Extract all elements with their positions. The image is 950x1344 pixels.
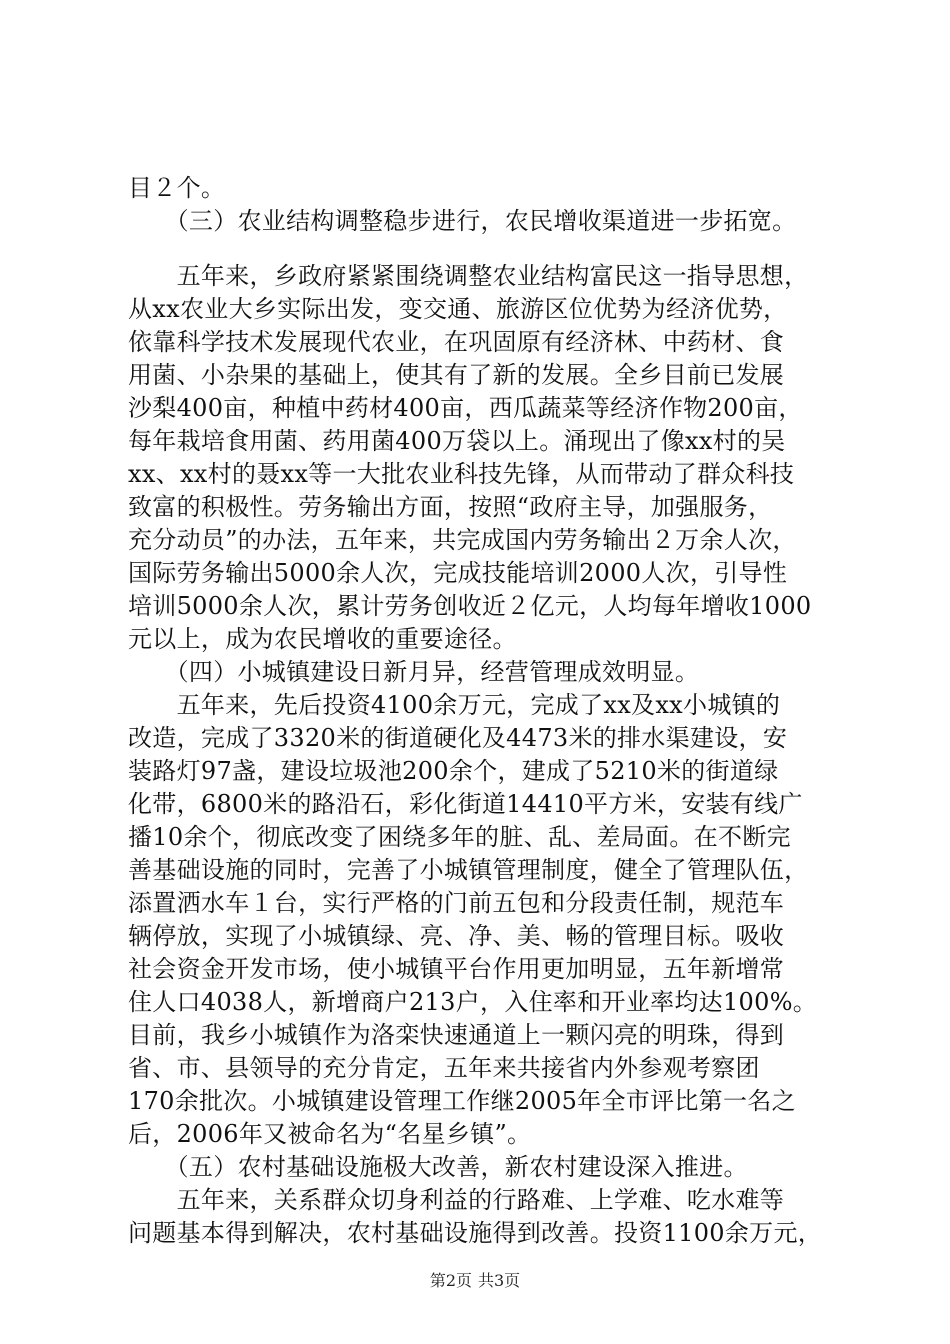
text-line: 装路灯97盏，建设垃圾池200余个，建成了5210米的街道绿 — [128, 757, 779, 785]
text-line: 目前，我乡小城镇作为洛栾快速通道上一颗闪亮的明珠，得到 — [128, 1021, 785, 1049]
text-line: 社会资金开发市场，使小城镇平台作用更加明显，五年新增常 — [128, 955, 785, 983]
document-body — [128, 172, 850, 1250]
page-footer — [0, 1271, 950, 1291]
text-line: 目２个。 — [128, 174, 226, 202]
text-line: 培训5000余人次，累计劳务创收近２亿元，人均每年增收1000 — [128, 592, 812, 620]
text-line: 化带，6800米的路沿石，彩化街道14410平方米，安装有线广 — [128, 790, 803, 818]
text-line: 住人口4038人，新增商户213户，入住率和开业率均达100%。 — [128, 988, 818, 1016]
text-line: 依靠科学技术发展现代农业，在巩固原有经济林、中药材、食 — [128, 328, 785, 356]
page-total: 共3页 — [478, 1271, 521, 1290]
text-line: 改造，完成了3320米的街道硬化及4473米的排水渠建设，安 — [128, 724, 788, 752]
section-heading: （四）小城镇建设日新月异，经营管理成效明显。 — [128, 658, 700, 686]
text-line: 后，2006年又被命名为“名星乡镇”。 — [128, 1120, 532, 1148]
text-line: 国际劳务输出5000余人次，完成技能培训2000人次，引导性 — [128, 559, 788, 587]
text-line: 沙梨400亩，种植中药材400亩，西瓜蔬菜等经济作物200亩， — [128, 394, 803, 422]
text-line: 辆停放，实现了小城镇绿、亮、净、美、畅的管理目标。吸收 — [128, 922, 785, 950]
page-number: 第2页 — [429, 1271, 472, 1290]
text-line: 播10余个，彻底改变了困绕多年的脏、乱、差局面。在不断完 — [128, 823, 791, 851]
section-heading: （三）农业结构调整稳步进行，农民增收渠道进一步拓宽。 — [128, 207, 797, 235]
text-line: 善基础设施的同时，完善了小城镇管理制度，健全了管理队伍， — [128, 856, 809, 884]
text-line: 从xx农业大乡实际出发，变交通、旅游区位优势为经济优势， — [128, 295, 788, 323]
text-line: 五年来，乡政府紧紧围绕调整农业结构富民这一指导思想， — [128, 262, 809, 290]
text-line: 添置洒水车１台，实行严格的门前五包和分段责任制，规范车 — [128, 889, 785, 917]
text-line: 元以上，成为农民增收的重要途径。 — [128, 625, 517, 653]
paragraph-gap — [128, 238, 850, 260]
text-line: 充分动员”的办法，五年来，共完成国内劳务输出２万余人次， — [128, 526, 797, 554]
text-line: 五年来，关系群众切身利益的行路难、上学难、吃水难等 — [128, 1186, 785, 1214]
text-line: 问题基本得到解决，农村基础设施得到改善。投资1100余万元， — [128, 1219, 823, 1247]
text-line: xx、xx村的聂xx等一大批农业科技先锋，从而带动了群众科技 — [128, 460, 795, 488]
text-line: 省、市、县领导的充分肯定，五年来共接省内外参观考察团 — [128, 1054, 760, 1082]
text-line: 170余批次。小城镇建设管理工作继2005年全市评比第一名之 — [128, 1087, 796, 1115]
text-line: 用菌、小杂果的基础上，使其有了新的发展。全乡目前已发展 — [128, 361, 785, 389]
text-line: 五年来，先后投资4100余万元，完成了xx及xx小城镇的 — [128, 691, 781, 719]
text-line: 致富的积极性。劳务输出方面，按照“政府主导，加强服务， — [128, 493, 773, 521]
text-line: 每年栽培食用菌、药用菌400万袋以上。涌现出了像xx村的吴 — [128, 427, 786, 455]
section-heading: （五）农村基础设施极大改善，新农村建设深入推进。 — [128, 1153, 748, 1181]
